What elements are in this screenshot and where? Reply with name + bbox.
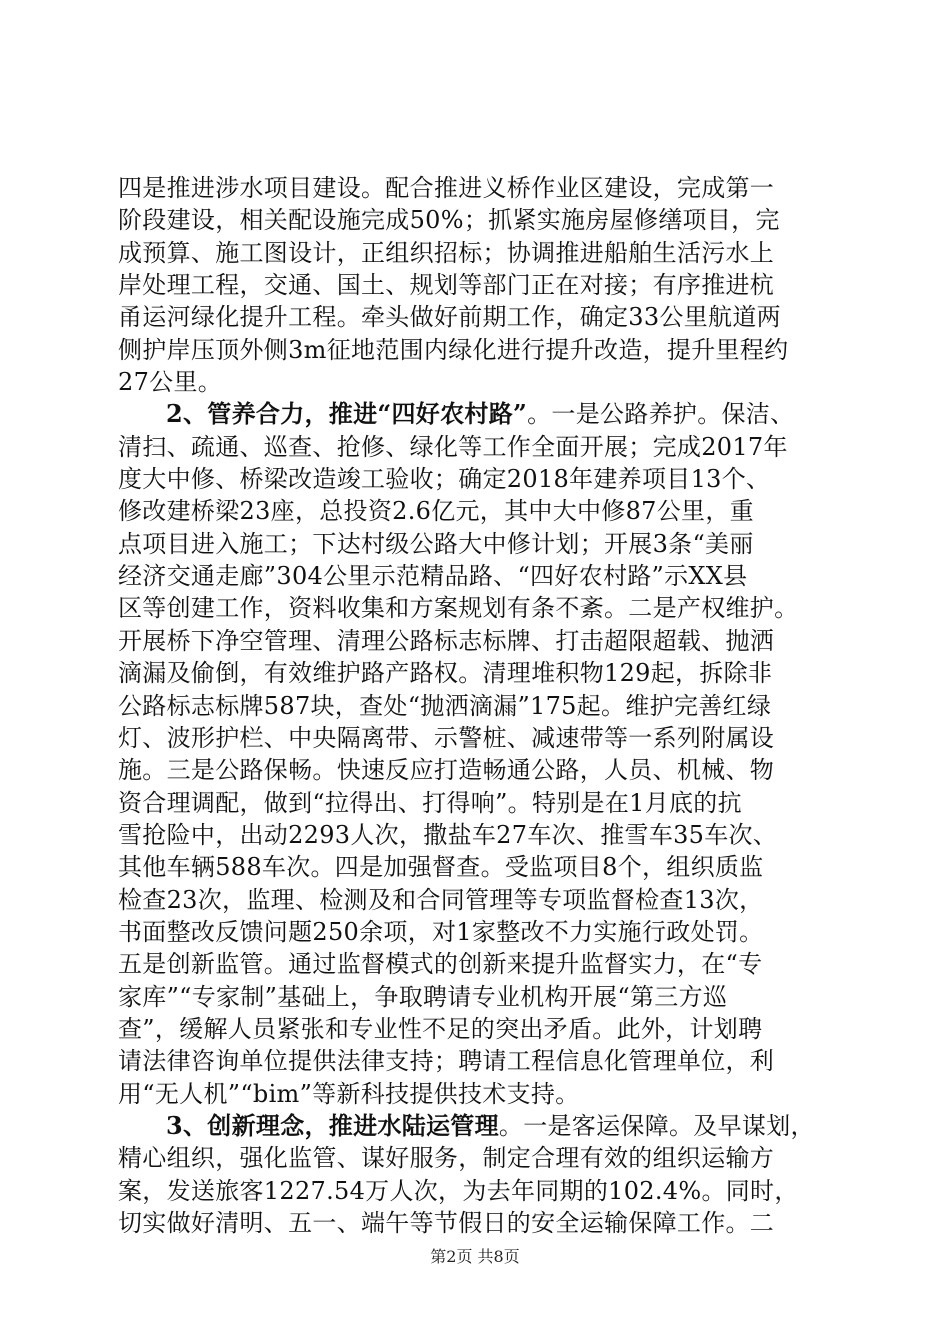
text-line: 修改建桥梁23座，总投资2.6亿元，其中大中修87公里，重 <box>118 497 754 526</box>
page-footer: 第2页 共8页 <box>430 1247 520 1266</box>
text-line: 甬运河绿化提升工程。牵头做好前期工作，确定33公里航道两 <box>118 303 781 332</box>
paragraph-first-line <box>118 398 838 430</box>
text-line: 四是推进涉水项目建设。配合推进义桥作业区建设，完成第一 <box>118 174 775 202</box>
text-line: 公路标志标牌587块，查处“抛洒滴漏”175起。维护完善红绿 <box>118 691 772 720</box>
text-line: 书面整改反馈问题250余项，对1家整改不力实施行政处罚。 <box>118 917 764 946</box>
text-run: 。一是公路养护。保洁、 <box>527 400 795 429</box>
text-line: 岸处理工程，交通、国土、规划等部门正在对接；有序推进杭 <box>118 271 775 300</box>
text-line: 阶段建设，相关配设施完成50%；抓紧实施房屋修缮项目，完 <box>118 206 780 235</box>
text-line: 查”，缓解人员紧张和专业性不足的突出矛盾。此外，计划聘 <box>118 1014 763 1043</box>
text-line: 清扫、疏通、巡查、抢修、绿化等工作全面开展；完成2017年 <box>118 432 788 461</box>
text-run: 。一是客运保障。及早谋划， <box>498 1111 815 1140</box>
text-line: 滴漏及偷倒，有效维护路产路权。清理堆积物129起，拆除非 <box>118 659 773 688</box>
section-heading: 2、管养合力，推进“四好农村路” <box>166 399 528 429</box>
text-line: 雪抢险中，出动2293人次，撒盐车27车次、推雪车35车次、 <box>118 820 778 849</box>
text-line: 请法律咨询单位提供法律支持；聘请工程信息化管理单位，利 <box>118 1047 775 1076</box>
paragraph-water-projects <box>118 172 838 398</box>
text-line: 施。三是公路保畅。快速反应打造畅通公路，人员、机械、物 <box>118 756 775 785</box>
text-line: 资合理调配，做到“拉得出、打得响”。特别是在1月底的抗 <box>118 788 742 817</box>
text-line: 检查23次，监理、检测及和合同管理等专项监督检查13次， <box>118 885 764 914</box>
text-line: 27公里。 <box>118 368 223 397</box>
text-line: 灯、波形护栏、中央隔离带、示警桩、减速带等一系列附属设 <box>118 723 775 752</box>
text-line: 五是创新监管。通过监督模式的创新来提升监督实力，在“专 <box>118 950 763 979</box>
text-line: 区等创建工作，资料收集和方案规划有条不紊。二是产权维护。 <box>118 594 799 623</box>
text-line: 精心组织，强化监管、谋好服务，制定合理有效的组织运输方 <box>118 1144 775 1173</box>
text-line: 切实做好清明、五一、端午等节假日的安全运输保障工作。二 <box>118 1209 775 1237</box>
text-line: 侧护岸压顶外侧3m征地范围内绿化进行提升改造，提升里程约 <box>118 335 789 364</box>
text-line: 用“无人机”“bim”等新科技提供技术支持。 <box>118 1079 580 1108</box>
text-line: 成预算、施工图设计，正组织招标；协调推进船舶生活污水上 <box>118 238 775 267</box>
text-line: 度大中修、桥梁改造竣工验收；确定2018年建养项目13个、 <box>118 465 771 494</box>
text-line: 其他车辆588车次。四是加强督查。受监项目8个，组织质监 <box>118 853 764 882</box>
text-line: 经济交通走廊”304公里示范精品路、“四好农村路”示XX县 <box>118 562 748 591</box>
text-line: 家库”“专家制”基础上，争取聘请专业机构开展“第三方巡 <box>118 982 728 1011</box>
text-line: 案，发送旅客1227.54万人次，为去年同期的102.4%。同时， <box>118 1176 799 1205</box>
text-line: 点项目进入施工；下达村级公路大中修计划；开展3条“美丽 <box>118 529 754 558</box>
paragraph-first-line <box>118 1110 838 1142</box>
document-body <box>118 172 838 1239</box>
paragraph-rural-roads <box>118 398 838 1110</box>
text-line: 开展桥下净空管理、清理公路标志标牌、打击超限超载、抛洒 <box>118 626 775 655</box>
section-heading: 3、创新理念，推进水陆运管理 <box>166 1110 499 1140</box>
paragraph-transport-management <box>118 1110 838 1239</box>
